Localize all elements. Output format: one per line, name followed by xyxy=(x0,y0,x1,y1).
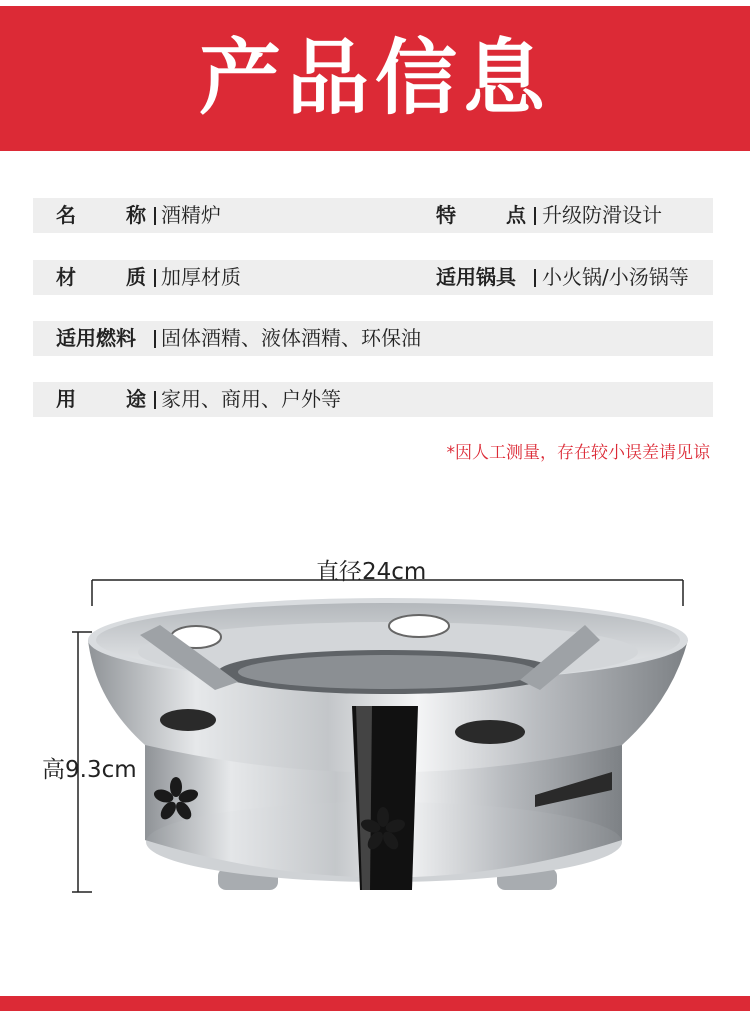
spec-value-cookware: 小火锅/小汤锅等 xyxy=(542,265,689,289)
spec-label-material-char2: 质 xyxy=(126,265,146,289)
spec-value-name: 酒精炉 xyxy=(161,203,221,227)
height-label: 高9.3cm xyxy=(42,757,137,783)
spec-value-use: 家用、商用、户外等 xyxy=(161,387,341,411)
spec-label-use-char2: 途 xyxy=(126,387,146,411)
spec-label-fuel: 适用燃料 xyxy=(56,326,136,350)
spec-value-material: 加厚材质 xyxy=(161,265,241,289)
measurement-note: *因人工测量，存在较小误差请见谅 xyxy=(446,443,710,463)
spec-label-feature-char2: 点 xyxy=(506,203,526,227)
spec-label-use-char1: 用 xyxy=(56,387,76,411)
spec-value-feature: 升级防滑设计 xyxy=(542,203,662,227)
spec-value-fuel: 固体酒精、液体酒精、环保油 xyxy=(161,326,421,350)
diameter-label: 直径24cm xyxy=(316,559,427,585)
page-title: 产品信息 xyxy=(198,31,551,126)
spec-label-name-char2: 称 xyxy=(126,203,146,227)
spec-label-feature-char1: 特 xyxy=(436,203,456,227)
spec-label-cookware: 适用锅具 xyxy=(436,265,516,289)
spec-label-name-char1: 名 xyxy=(56,203,76,227)
spec-label-material-char1: 材 xyxy=(56,265,76,289)
footer-bar xyxy=(0,996,750,1011)
